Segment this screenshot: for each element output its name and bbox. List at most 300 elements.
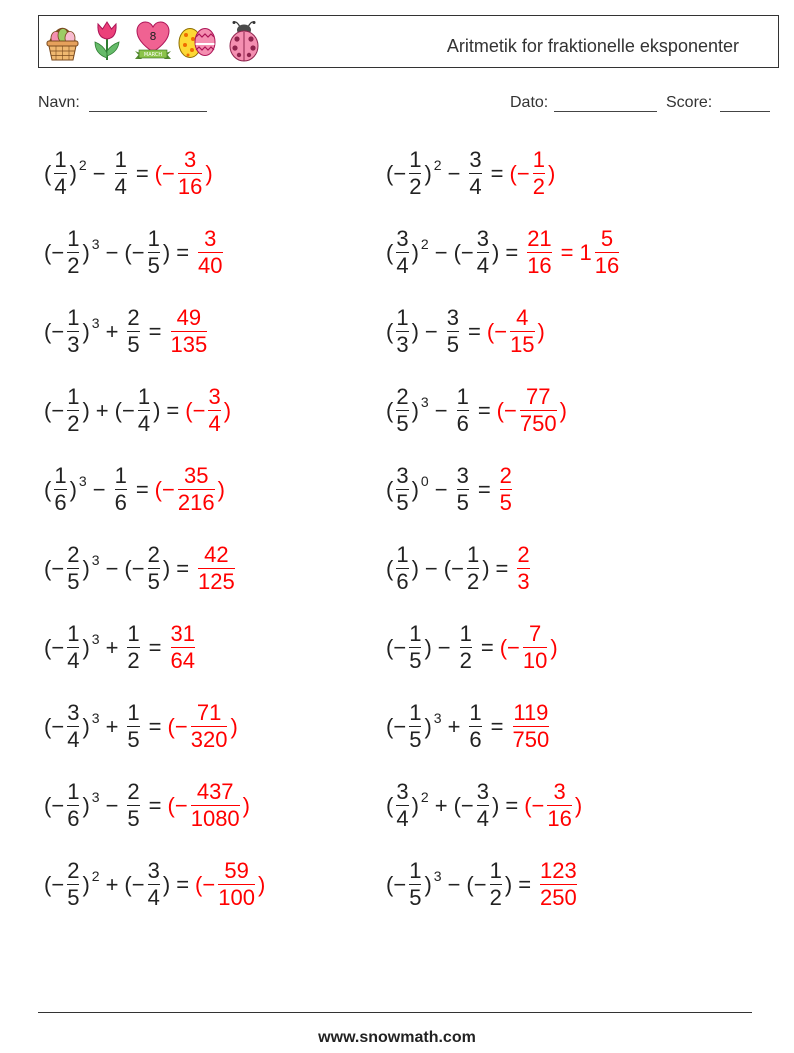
fraction [145, 858, 163, 911]
close-paren: ) [424, 160, 432, 186]
denominator: 5 [396, 490, 409, 515]
close-paren: ) [82, 239, 90, 265]
close-paren: ) [537, 318, 545, 344]
fraction [168, 621, 198, 674]
fraction [406, 147, 424, 200]
numerator: 1 [67, 779, 80, 804]
open-paren-negative: (− [499, 634, 520, 660]
open-paren-negative: (− [44, 555, 65, 581]
fraction [205, 384, 223, 437]
numerator: 2 [127, 779, 140, 804]
date-field[interactable] [554, 111, 657, 112]
open-paren-negative: (− [167, 792, 188, 818]
plus-sign: + [105, 318, 119, 344]
close-paren: ) [411, 555, 419, 581]
open-paren: ( [386, 476, 394, 502]
numerator: 5 [600, 226, 614, 251]
minus-sign: − [434, 397, 448, 423]
close-paren: ) [223, 397, 232, 423]
minus-sign: − [105, 239, 119, 265]
fraction [64, 226, 82, 279]
problem-row [44, 766, 250, 845]
equals-sign: = [505, 792, 519, 818]
denominator: 2 [127, 648, 140, 673]
denominator: 40 [198, 253, 223, 278]
minus-sign: − [424, 318, 438, 344]
open-paren-negative: (− [44, 397, 65, 423]
problem-row [44, 608, 198, 687]
numerator: 1 [137, 384, 151, 409]
fraction [514, 542, 532, 595]
denominator: 10 [522, 648, 548, 673]
exponent: 2 [420, 788, 429, 805]
close-paren: ) [411, 318, 419, 344]
numerator: 1 [489, 858, 502, 883]
problem-expression [386, 700, 510, 753]
numerator: 3 [456, 463, 469, 488]
close-paren: ) [162, 555, 171, 581]
denominator: 5 [147, 253, 160, 278]
numerator: 1 [409, 858, 422, 883]
open-paren-negative: (− [44, 239, 65, 265]
numerator: 2 [67, 858, 80, 883]
exponent: 3 [91, 551, 100, 568]
numerator: 7 [529, 621, 542, 646]
fraction [517, 384, 560, 437]
close-paren: ) [411, 397, 419, 423]
denominator: 2 [532, 174, 545, 199]
fraction [112, 463, 130, 516]
equals-sign: = [560, 239, 574, 265]
numerator: 1 [114, 147, 127, 172]
march-8-heart-icon [134, 20, 172, 62]
open-paren: ( [386, 555, 394, 581]
numerator: 3 [208, 384, 221, 409]
fraction [112, 147, 130, 200]
problem-expression [386, 305, 487, 358]
problem-row [386, 766, 582, 845]
denominator: 250 [540, 885, 577, 910]
answer-expression [185, 384, 231, 437]
minus-sign: − [424, 555, 438, 581]
problem-expression [386, 147, 510, 200]
problem-row [386, 608, 558, 687]
problem-row [44, 292, 210, 371]
equals-sign: = [148, 713, 162, 739]
close-paren: ) [162, 871, 171, 897]
problem-expression [386, 384, 497, 437]
open-paren-negative: (− [44, 792, 65, 818]
denominator: 2 [466, 569, 480, 594]
denominator: 6 [396, 569, 409, 594]
fraction [124, 700, 142, 753]
denominator: 4 [396, 253, 409, 278]
minus-sign: − [105, 792, 119, 818]
fraction [464, 542, 482, 595]
open-paren-negative: (− [124, 555, 145, 581]
answer-expression [195, 542, 238, 595]
ladybug-icon [225, 20, 263, 62]
open-paren: ( [386, 792, 394, 818]
denominator: 135 [170, 332, 208, 357]
problem-row [44, 213, 226, 292]
open-paren-negative: (− [386, 871, 407, 897]
minus-sign: − [447, 871, 461, 897]
exponent: 3 [91, 788, 100, 805]
open-paren-negative: (− [185, 397, 206, 423]
denominator: 4 [396, 806, 409, 831]
denominator: 2 [67, 253, 80, 278]
fraction [406, 858, 424, 911]
answer-expression [510, 147, 556, 200]
denominator: 5 [446, 332, 460, 357]
numerator: 3 [476, 779, 489, 804]
close-paren: ) [424, 634, 432, 660]
problem-row [44, 687, 238, 766]
numerator: 2 [127, 305, 140, 330]
close-paren: ) [492, 239, 500, 265]
problem-expression [44, 779, 168, 832]
plus-sign: + [434, 792, 448, 818]
open-paren-negative: (− [453, 792, 474, 818]
fraction [64, 779, 82, 832]
close-paren: ) [559, 397, 567, 423]
numerator: 3 [469, 147, 482, 172]
open-paren-negative: (− [386, 160, 407, 186]
problem-row [386, 450, 515, 529]
plus-sign: + [105, 634, 119, 660]
denominator: 6 [469, 727, 482, 752]
heart-number: 8 [149, 30, 157, 43]
denominator: 750 [519, 411, 557, 436]
fraction [406, 700, 424, 753]
equals-sign: = [135, 160, 149, 186]
equals-sign: = [477, 476, 491, 502]
open-paren-negative: (− [44, 634, 65, 660]
open-paren-negative: (− [443, 555, 464, 581]
numerator: 49 [176, 305, 202, 330]
fraction [51, 147, 69, 200]
numerator: 35 [183, 463, 209, 488]
denominator: 4 [476, 253, 489, 278]
problem-expression [386, 779, 524, 832]
numerator: 437 [196, 779, 234, 804]
close-paren: ) [82, 634, 90, 660]
exponent: 3 [91, 235, 100, 252]
open-paren-negative: (− [44, 871, 65, 897]
fraction [474, 779, 492, 832]
fraction [393, 384, 411, 437]
answer-expression [537, 858, 580, 911]
open-paren-negative: (− [386, 713, 407, 739]
close-paren: ) [69, 476, 77, 502]
close-paren: ) [69, 160, 77, 186]
name-label: Navn: [38, 94, 80, 111]
numerator: 42 [204, 542, 229, 567]
equals-sign: = [505, 239, 519, 265]
problem-expression [44, 621, 168, 674]
fraction [466, 700, 484, 753]
denominator: 1080 [190, 806, 240, 831]
denominator: 2 [489, 885, 502, 910]
open-paren: ( [44, 476, 52, 502]
score-field[interactable] [720, 111, 770, 112]
equals-sign: = [518, 871, 532, 897]
problem-expression [386, 621, 500, 674]
numerator: 3 [446, 305, 460, 330]
fraction [393, 305, 411, 358]
fraction [510, 700, 553, 753]
equals-sign: = [148, 634, 162, 660]
denominator: 15 [510, 332, 535, 357]
fraction [64, 858, 82, 911]
fraction [393, 542, 411, 595]
answer-expression [510, 700, 553, 753]
problem-expression [44, 700, 168, 753]
problem-row [44, 371, 231, 450]
fraction [64, 700, 82, 753]
fraction [195, 226, 225, 279]
numerator: 119 [513, 700, 549, 725]
numerator: 1 [67, 226, 80, 251]
denominator: 2 [459, 648, 472, 673]
exponent: 3 [433, 867, 442, 884]
exponent: 0 [420, 472, 429, 489]
fraction [507, 305, 537, 358]
close-paren: ) [82, 318, 90, 344]
numerator: 1 [147, 226, 160, 251]
denominator: 16 [527, 253, 552, 278]
close-paren: ) [257, 871, 266, 897]
denominator: 2 [409, 174, 422, 199]
answer-expression [524, 226, 622, 279]
fraction [195, 542, 238, 595]
minus-sign: − [447, 160, 461, 186]
numerator: 31 [170, 621, 196, 646]
close-paren: ) [547, 160, 556, 186]
open-paren-negative: (− [44, 713, 65, 739]
problem-row [386, 213, 622, 292]
denominator: 64 [170, 648, 196, 673]
denominator: 5 [499, 490, 512, 515]
fraction [64, 305, 82, 358]
fraction [393, 463, 411, 516]
fraction [454, 463, 472, 516]
answer-expression [524, 779, 582, 832]
equals-sign: = [468, 318, 481, 344]
exponent: 3 [91, 314, 100, 331]
numerator: 2 [499, 463, 512, 488]
problem-expression [386, 226, 524, 279]
equals-sign: = [490, 160, 504, 186]
close-paren: ) [550, 634, 558, 660]
denominator: 125 [198, 569, 235, 594]
numerator: 3 [204, 226, 217, 251]
left-problem-column [44, 134, 407, 924]
numerator: 3 [396, 463, 409, 488]
fraction [466, 147, 484, 200]
equals-sign: = [495, 555, 509, 581]
close-paren: ) [242, 792, 250, 818]
close-paren: ) [411, 239, 419, 265]
open-paren: ( [386, 397, 394, 423]
exponent: 3 [78, 472, 87, 489]
problem-row [386, 845, 580, 924]
denominator: 4 [54, 174, 67, 199]
denominator: 5 [67, 569, 80, 594]
minus-sign: − [434, 476, 448, 502]
open-paren-negative: (− [167, 713, 188, 739]
denominator: 4 [469, 174, 482, 199]
fraction [544, 779, 574, 832]
fraction [64, 542, 82, 595]
denominator: 5 [127, 332, 140, 357]
fraction [124, 621, 142, 674]
fraction [524, 226, 554, 279]
heart-ribbon-text: MARCH [143, 52, 163, 58]
exponent: 2 [91, 867, 100, 884]
footer-url: www.snowmath.com [318, 1029, 476, 1046]
numerator: 1 [54, 147, 67, 172]
answer-expression [168, 779, 250, 832]
close-paren: ) [82, 871, 90, 897]
numerator: 1 [532, 147, 545, 172]
denominator: 6 [456, 411, 469, 436]
close-paren: ) [424, 713, 432, 739]
score-label: Score: [666, 94, 713, 111]
problem-expression [44, 226, 195, 279]
denominator: 5 [409, 885, 422, 910]
denominator: 2 [67, 411, 80, 436]
fraction [406, 621, 424, 674]
fraction [188, 700, 231, 753]
fraction [457, 621, 475, 674]
open-paren-negative: (− [524, 792, 545, 818]
plus-sign: + [105, 713, 119, 739]
fraction [124, 779, 142, 832]
fraction [497, 463, 515, 516]
numerator: 3 [396, 226, 409, 251]
close-paren: ) [424, 871, 432, 897]
right-problem-column [386, 134, 746, 924]
fraction [168, 305, 211, 358]
fraction [175, 463, 218, 516]
open-paren: ( [44, 160, 52, 186]
problem-expression [44, 463, 155, 516]
denominator: 16 [594, 253, 620, 278]
date-label: Dato: [510, 94, 549, 111]
denominator: 5 [127, 806, 140, 831]
problem-row [44, 845, 265, 924]
open-paren-negative: (− [154, 160, 175, 186]
numerator: 123 [540, 858, 577, 883]
problem-row [44, 450, 225, 529]
open-paren-negative: (− [124, 239, 145, 265]
numerator: 3 [553, 779, 566, 804]
numerator: 1 [54, 463, 67, 488]
close-paren: ) [82, 397, 90, 423]
problem-expression [386, 542, 514, 595]
equals-sign: = [480, 634, 494, 660]
numerator: 59 [224, 858, 249, 883]
numerator: 4 [516, 305, 529, 330]
open-paren-negative: (− [386, 634, 407, 660]
close-paren: ) [574, 792, 583, 818]
tulip-icon [91, 20, 123, 62]
exponent: 3 [420, 393, 429, 410]
fraction [64, 621, 82, 674]
minus-sign: − [434, 239, 448, 265]
fraction [175, 147, 205, 200]
answer-expression [168, 621, 198, 674]
open-paren-negative: (− [44, 318, 65, 344]
denominator: 3 [517, 569, 530, 594]
equals-sign: = [166, 397, 180, 423]
open-paren-negative: (− [124, 871, 145, 897]
numerator: 21 [527, 226, 552, 251]
answer-expression [195, 858, 265, 911]
close-paren: ) [492, 792, 500, 818]
fraction [537, 858, 580, 911]
equals-sign: = [148, 318, 162, 344]
footer-divider [38, 1012, 752, 1013]
problem-row [386, 292, 545, 371]
minus-sign: − [92, 476, 106, 502]
numerator: 1 [114, 463, 127, 488]
numerator: 1 [67, 305, 80, 330]
denominator: 3 [67, 332, 80, 357]
denominator: 4 [67, 727, 80, 752]
denominator: 6 [67, 806, 80, 831]
fraction [474, 226, 492, 279]
denominator: 4 [114, 174, 127, 199]
denominator: 5 [67, 885, 80, 910]
numerator: 3 [67, 700, 80, 725]
open-paren-negative: (− [509, 160, 530, 186]
numerator: 77 [525, 384, 551, 409]
close-paren: ) [411, 792, 419, 818]
numerator: 3 [476, 226, 489, 251]
denominator: 6 [114, 490, 127, 515]
fraction [124, 305, 142, 358]
problem-row [386, 529, 533, 608]
answer-expression [155, 463, 225, 516]
exponent: 2 [78, 156, 87, 173]
close-paren: ) [82, 792, 90, 818]
numerator: 1 [469, 700, 482, 725]
answer-expression [497, 384, 567, 437]
name-field[interactable] [89, 111, 207, 112]
equals-sign: = [176, 555, 190, 581]
problem-expression [44, 858, 195, 911]
open-paren-negative: (− [114, 397, 135, 423]
fraction [64, 384, 82, 437]
answer-expression [487, 305, 545, 358]
denominator: 4 [67, 648, 80, 673]
exponent: 2 [420, 235, 429, 252]
open-paren-negative: (− [466, 871, 487, 897]
numerator: 71 [196, 700, 222, 725]
close-paren: ) [482, 555, 490, 581]
problem-row [44, 134, 213, 213]
denominator: 320 [190, 727, 228, 752]
minus-sign: − [105, 555, 119, 581]
fraction [393, 226, 411, 279]
numerator: 1 [127, 621, 140, 646]
problem-expression [44, 305, 168, 358]
answer-expression [168, 305, 211, 358]
fraction [444, 305, 462, 358]
